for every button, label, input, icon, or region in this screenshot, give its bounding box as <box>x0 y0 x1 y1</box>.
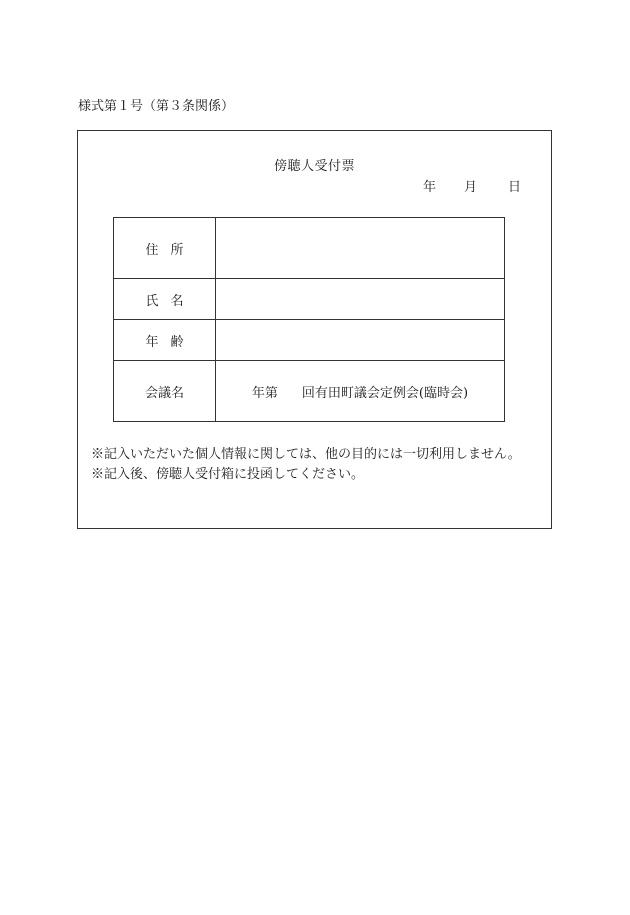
date-day-label: 日 <box>508 180 522 195</box>
notes <box>91 445 521 485</box>
name-field[interactable] <box>216 279 505 320</box>
meeting-field[interactable] <box>216 361 505 422</box>
entry-table <box>113 217 505 422</box>
form-number: 様式第１号（第３条関係） <box>78 99 235 114</box>
meeting-session-text: 回有田町議会定例会(臨時会) <box>301 385 469 401</box>
date-month-label: 月 <box>464 180 478 195</box>
age-field[interactable] <box>216 320 505 361</box>
note-submission: ※記入後、傍聴人受付箱に投函してください。 <box>91 467 365 482</box>
meeting-label: 会議名 <box>114 361 216 422</box>
table-row-address <box>114 218 505 279</box>
name-label: 氏 名 <box>114 279 216 320</box>
reception-form <box>77 130 552 529</box>
table-row-meeting <box>114 361 505 422</box>
address-label: 住 所 <box>114 218 216 279</box>
note-privacy: ※記入いただいた個人情報に関しては、他の目的には一切利用しません。 <box>91 447 521 462</box>
date-year-label: 年 <box>423 180 437 195</box>
table-row-name <box>114 279 505 320</box>
age-label: 年 齢 <box>114 320 216 361</box>
meeting-year-text: 年第 <box>251 385 278 401</box>
table-row-age <box>114 320 505 361</box>
form-title: 傍聴人受付票 <box>273 159 355 174</box>
address-field[interactable] <box>216 218 505 279</box>
